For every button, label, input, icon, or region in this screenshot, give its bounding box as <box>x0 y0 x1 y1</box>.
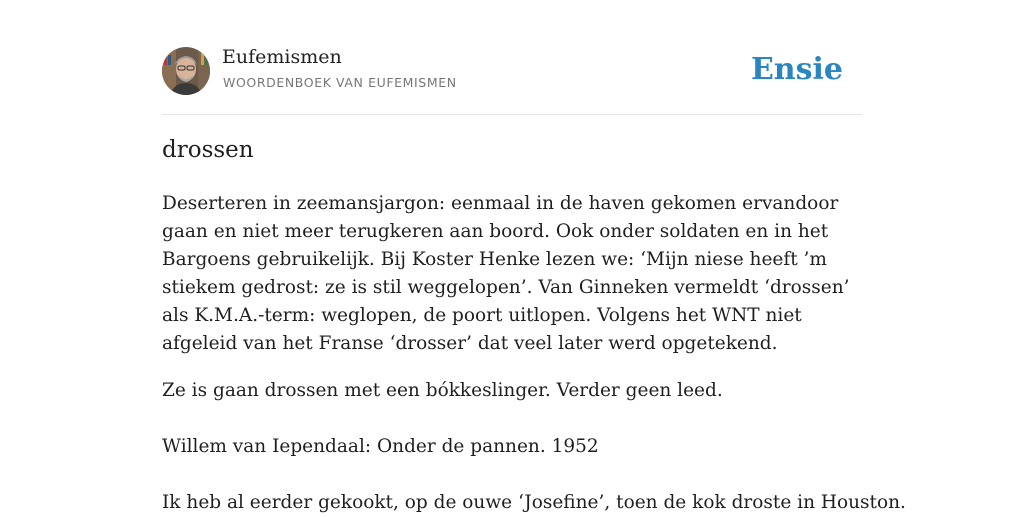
author-subtitle: WOORDENBOEK VAN EUFEMISMEN <box>223 75 457 90</box>
author-name[interactable]: Eufemismen <box>222 46 342 68</box>
ensie-logo[interactable]: Ensie <box>750 52 843 87</box>
example-quote: Ze is gaan drossen met een bókkeslinger. Verder geen leed. <box>162 380 723 401</box>
example-source: Willem van Iependaal: Onder de pannen. 1952 <box>162 436 599 457</box>
header <box>162 0 862 115</box>
avatar[interactable] <box>162 47 210 95</box>
example-quote: Ik heb al eerder gekookt, op de ouwe ‘Josefine’, toen de kok droste in Houston. <box>162 492 906 513</box>
page-container <box>162 0 906 513</box>
avatar-image <box>162 47 210 95</box>
entry-definition: Deserteren in zeemansjargon: eenmaal in de haven gekomen ervandoor gaan en niet meer terugkeren aan boord. Ook onder soldaten en in het Bargoens gebruikelijk. Bij Koster Henke lezen we: ‘Mijn niese heeft ’m stiekem gedrost: ze is stil weggelopen’. Van Ginneken vermeldt ‘drossen’ als K.M.A.-term: weglopen, de poort uitlopen. Volgens het WNT niet afgeleid van het Franse ‘drosser’ dat veel later werd opgetekend. <box>162 193 850 354</box>
entry-title: drossen <box>162 137 254 163</box>
